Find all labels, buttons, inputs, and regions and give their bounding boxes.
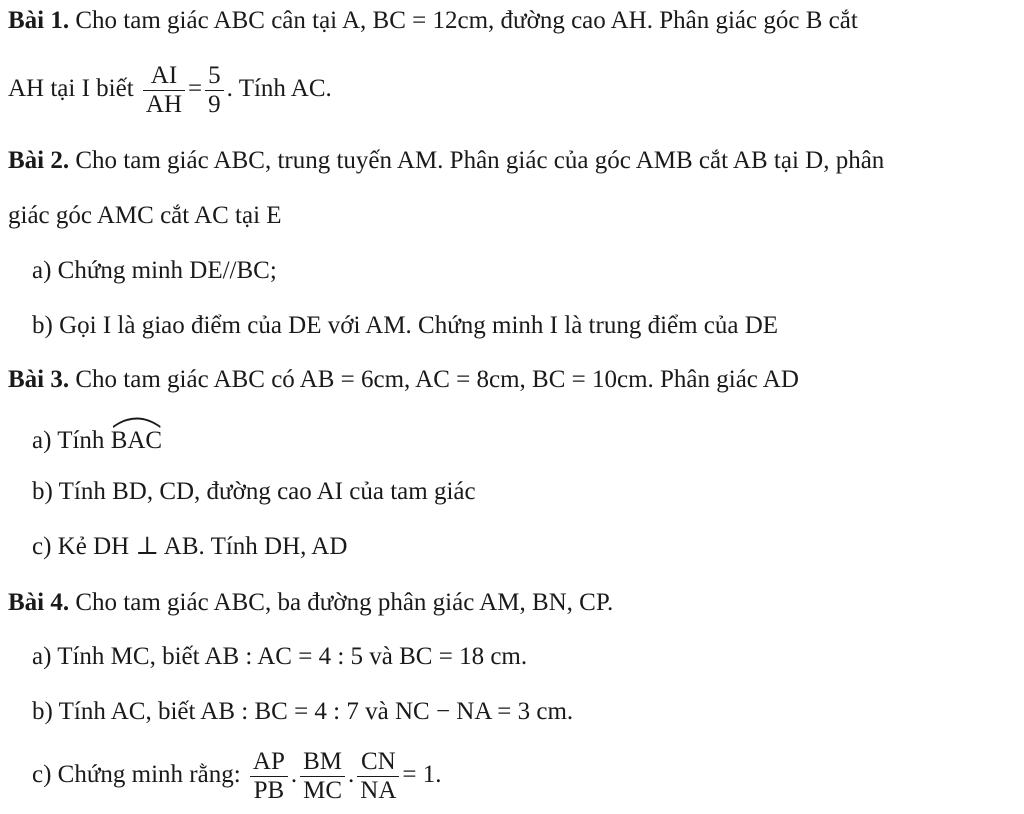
bai1-text: Cho tam giác ABC cân tại A, BC = 12cm, đường cao AH. Phân giác góc B cắt — [69, 7, 858, 34]
angle-label: BAC — [110, 427, 163, 454]
frac-den: NA — [360, 776, 397, 804]
angle-arc-icon — [111, 416, 162, 428]
frac-num: BM — [300, 748, 345, 777]
fraction-5-9 — [205, 62, 224, 119]
bai2-part-b: b) Gọi I là giao điểm của DE với AM. Chứng minh I là trung điểm của DE — [32, 312, 779, 339]
bai4-text: Cho tam giác ABC, ba đường phân giác AM, BN, CP. — [69, 589, 614, 616]
bai2-text: Cho tam giác ABC, trung tuyến AM. Phân giác của góc AMB cắt AB tại D, phân — [69, 147, 885, 174]
bai4-part-b: b) Tính AC, biết AB : BC = 4 : 7 và NC − NA = 3 cm. — [32, 698, 574, 725]
bai3-line1 — [8, 365, 799, 395]
bai3-label: Bài 3. — [8, 366, 70, 393]
bai4-label: Bài 4. — [8, 589, 70, 616]
frac-den: PB — [253, 776, 285, 804]
bai3-part-b: b) Tính BD, CD, đường cao AI của tam giác — [32, 478, 476, 505]
bai2-line1 — [8, 146, 884, 176]
frac-den: MC — [303, 776, 343, 804]
bai1-line1 — [8, 6, 858, 36]
bai3-text: Cho tam giác ABC có AB = 6cm, AC = 8cm, BC = 10cm. Phân giác AD — [69, 366, 799, 393]
dot: . — [348, 761, 355, 788]
dot: . — [290, 761, 298, 788]
bai1-text2b: . Tính AC. — [226, 75, 332, 102]
frac-num: 5 — [205, 62, 224, 91]
bai1-text2a: AH tại I biết — [8, 75, 140, 102]
equals-sign: = — [188, 75, 203, 102]
bai4-c-prefix: c) Chứng minh rằng: — [32, 761, 247, 788]
bai2-line2: giác góc AMC cắt AC tại E — [8, 202, 282, 229]
fraction-bm-mc — [300, 748, 345, 805]
bai3-part-c: c) Kẻ DH ⊥ AB. Tính DH, AD — [32, 533, 348, 560]
fraction-ap-pb — [250, 748, 288, 805]
frac-num: AP — [250, 748, 288, 777]
bai3-part-a — [32, 420, 162, 456]
bai4-c-suffix: = 1. — [402, 761, 442, 788]
bai1-label: Bài 1. — [8, 7, 70, 34]
bai4-part-a: a) Tính MC, biết AB : AC = 4 : 5 và BC = 18 cm. — [32, 643, 528, 670]
fraction-cn-na — [357, 748, 399, 805]
bai4-part-c — [32, 744, 442, 806]
bai4-line1 — [8, 588, 613, 618]
frac-num: CN — [357, 748, 399, 777]
frac-den: AH — [145, 90, 183, 118]
frac-num: AI — [143, 62, 185, 91]
angle-bac — [111, 420, 162, 456]
bai2-part-a: a) Chứng minh DE//BC; — [32, 257, 277, 284]
bai2-label: Bài 2. — [8, 147, 70, 174]
frac-den: 9 — [208, 90, 221, 118]
fraction-ai-ah — [143, 62, 185, 119]
bai3-a-prefix: a) Tính — [32, 427, 111, 454]
bai1-line2 — [8, 58, 332, 120]
